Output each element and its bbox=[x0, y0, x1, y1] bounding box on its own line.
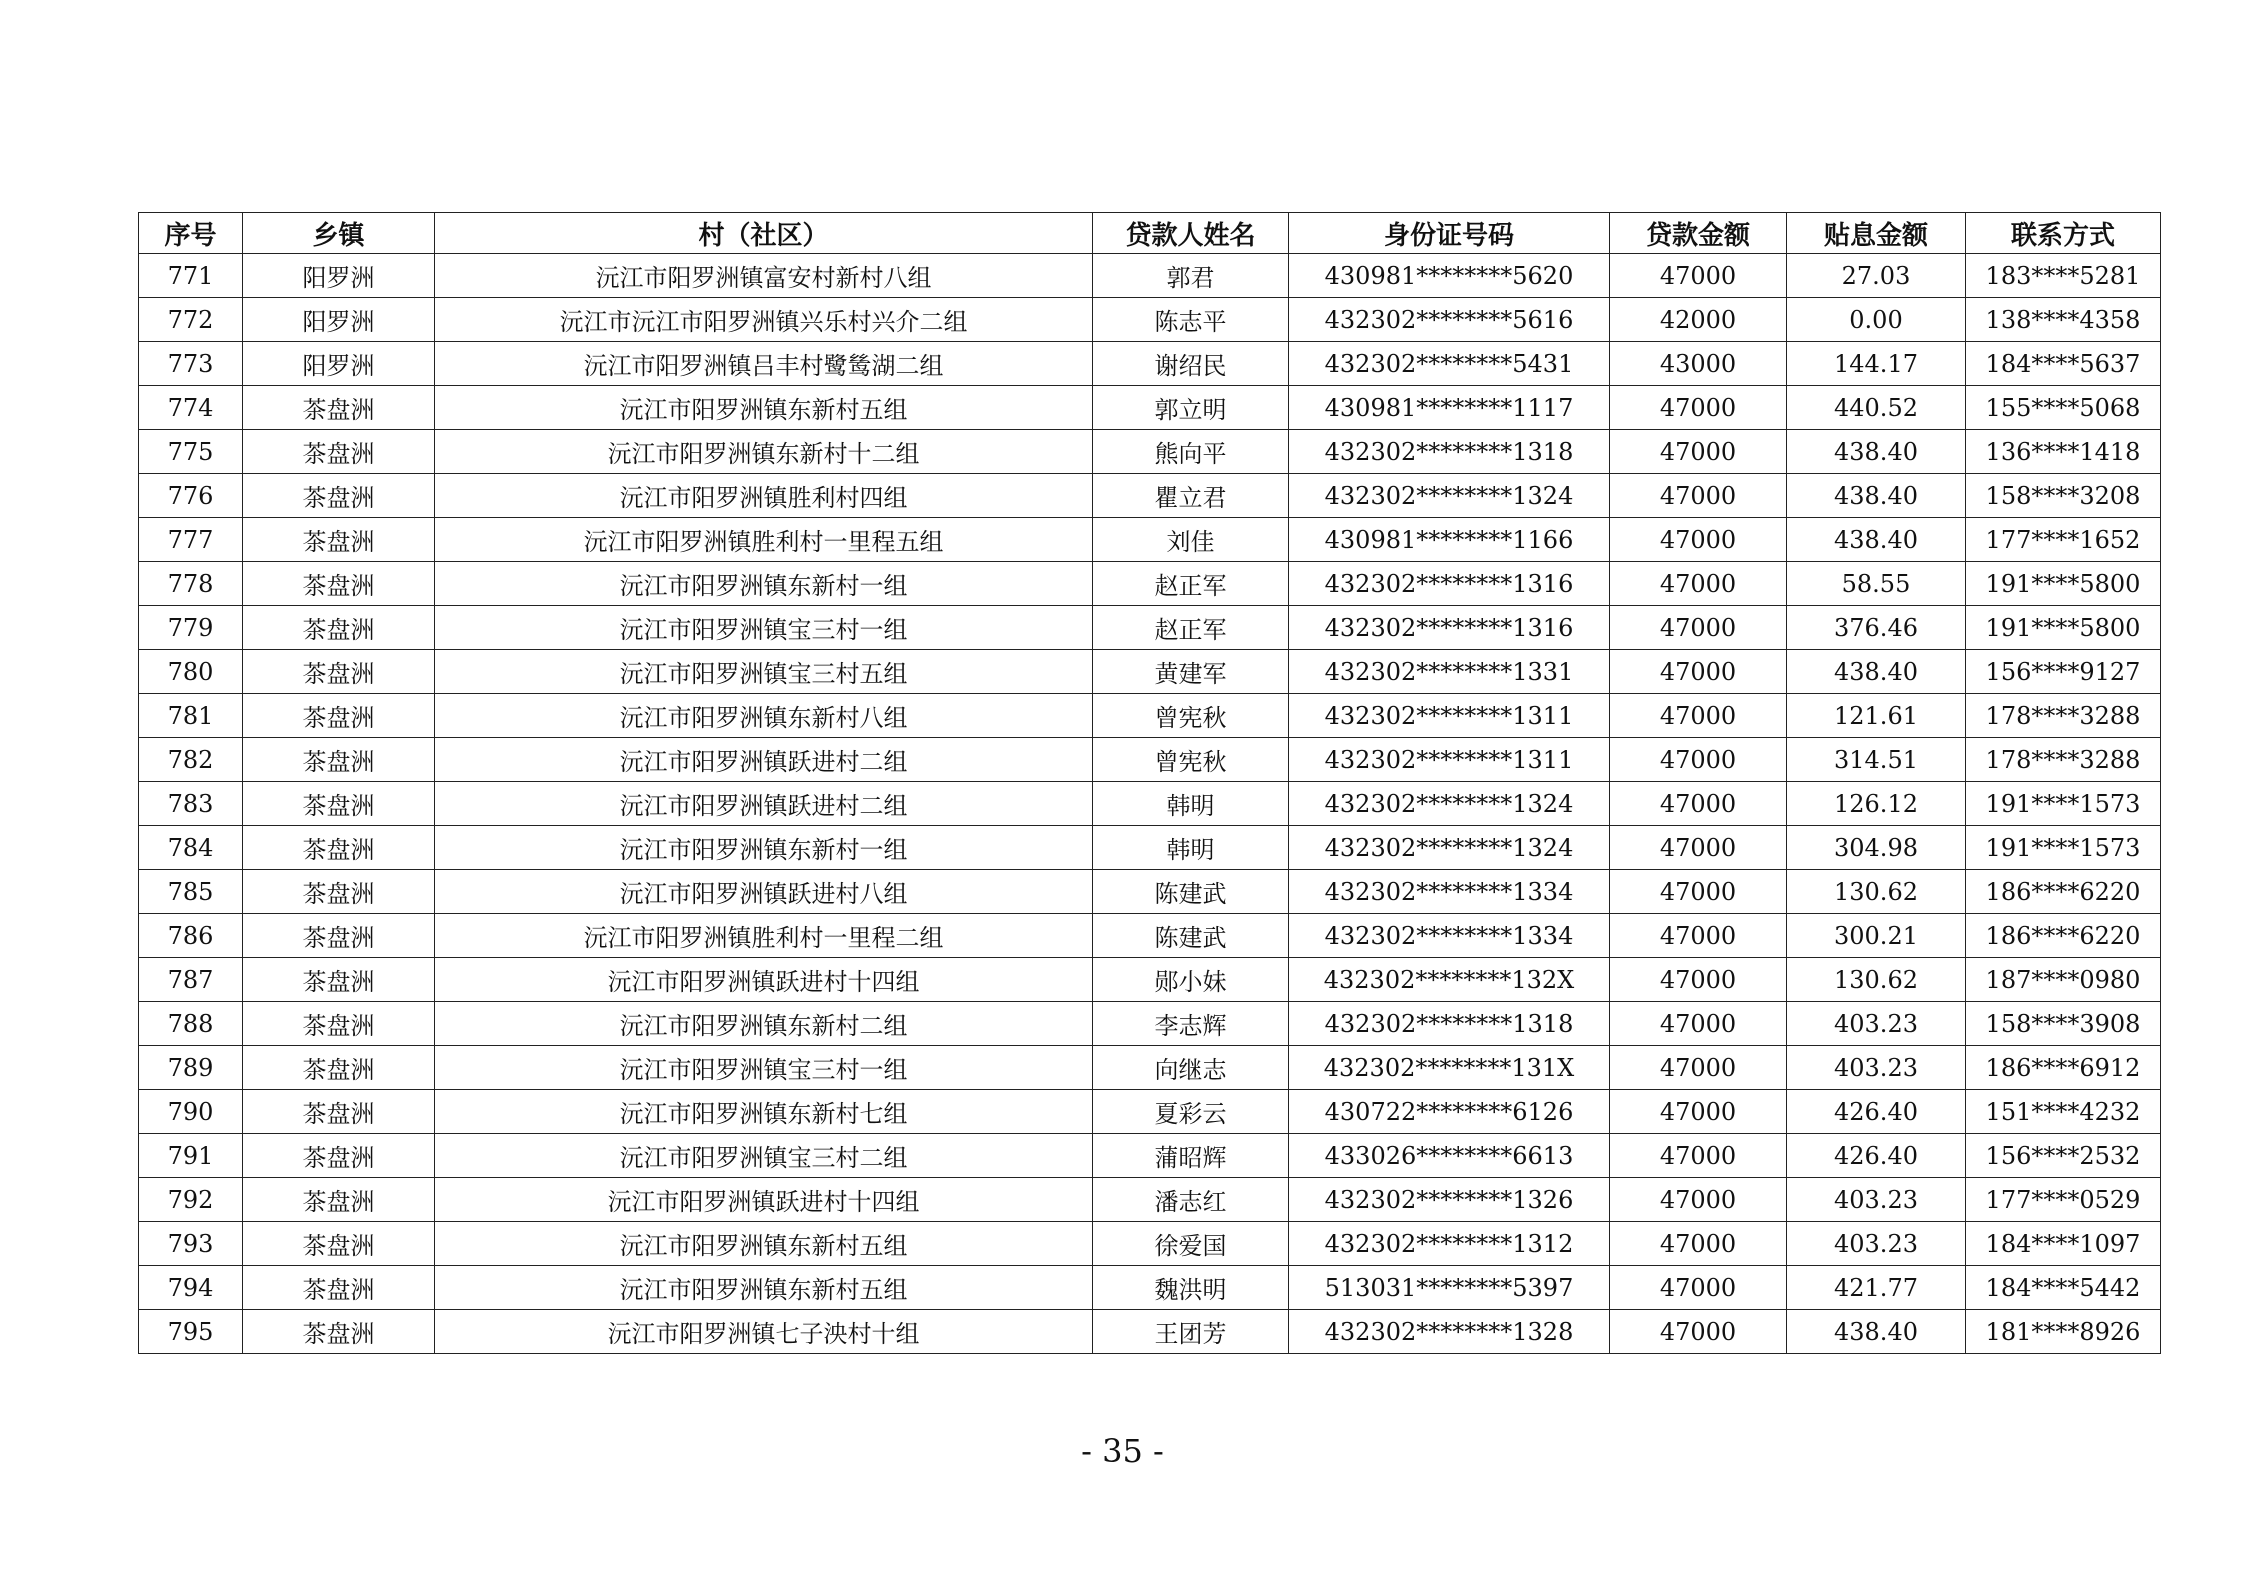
table-row bbox=[139, 1310, 2161, 1354]
cell-index: 774 bbox=[139, 386, 243, 430]
cell-town: 茶盘洲 bbox=[243, 650, 435, 694]
loan-subsidy-table bbox=[138, 212, 2161, 1354]
cell-id-number: 432302********5616 bbox=[1289, 298, 1610, 342]
cell-contact: 184****5637 bbox=[1966, 342, 2161, 386]
cell-borrower-name: 夏彩云 bbox=[1093, 1090, 1289, 1134]
cell-village: 沅江市阳罗洲镇东新村五组 bbox=[435, 1266, 1093, 1310]
header-id-number: 身份证号码 bbox=[1289, 213, 1610, 254]
cell-index: 791 bbox=[139, 1134, 243, 1178]
cell-index: 792 bbox=[139, 1178, 243, 1222]
cell-borrower-name: 向继志 bbox=[1093, 1046, 1289, 1090]
cell-contact: 184****5442 bbox=[1966, 1266, 2161, 1310]
cell-town: 茶盘洲 bbox=[243, 1134, 435, 1178]
cell-town: 茶盘洲 bbox=[243, 386, 435, 430]
table-row bbox=[139, 826, 2161, 870]
cell-index: 778 bbox=[139, 562, 243, 606]
cell-village: 沅江市阳罗洲镇跃进村十四组 bbox=[435, 958, 1093, 1002]
cell-loan-amount: 47000 bbox=[1610, 254, 1787, 298]
cell-subsidy-amount: 403.23 bbox=[1787, 1046, 1966, 1090]
cell-town: 茶盘洲 bbox=[243, 914, 435, 958]
cell-index: 793 bbox=[139, 1222, 243, 1266]
table-row bbox=[139, 1178, 2161, 1222]
cell-index: 771 bbox=[139, 254, 243, 298]
cell-village: 沅江市阳罗洲镇跃进村二组 bbox=[435, 738, 1093, 782]
cell-borrower-name: 瞿立君 bbox=[1093, 474, 1289, 518]
cell-id-number: 432302********1312 bbox=[1289, 1222, 1610, 1266]
cell-id-number: 432302********5431 bbox=[1289, 342, 1610, 386]
cell-village: 沅江市阳罗洲镇东新村五组 bbox=[435, 1222, 1093, 1266]
cell-loan-amount: 47000 bbox=[1610, 1134, 1787, 1178]
cell-subsidy-amount: 376.46 bbox=[1787, 606, 1966, 650]
cell-borrower-name: 李志辉 bbox=[1093, 1002, 1289, 1046]
cell-village: 沅江市阳罗洲镇东新村五组 bbox=[435, 386, 1093, 430]
header-town: 乡镇 bbox=[243, 213, 435, 254]
cell-village: 沅江市阳罗洲镇宝三村二组 bbox=[435, 1134, 1093, 1178]
cell-loan-amount: 47000 bbox=[1610, 914, 1787, 958]
cell-loan-amount: 47000 bbox=[1610, 386, 1787, 430]
cell-index: 772 bbox=[139, 298, 243, 342]
cell-index: 782 bbox=[139, 738, 243, 782]
cell-borrower-name: 郧小妹 bbox=[1093, 958, 1289, 1002]
cell-index: 784 bbox=[139, 826, 243, 870]
cell-contact: 184****1097 bbox=[1966, 1222, 2161, 1266]
cell-town: 茶盘洲 bbox=[243, 738, 435, 782]
cell-index: 775 bbox=[139, 430, 243, 474]
table-row bbox=[139, 782, 2161, 826]
cell-id-number: 432302********1311 bbox=[1289, 694, 1610, 738]
cell-village: 沅江市阳罗洲镇东新村十二组 bbox=[435, 430, 1093, 474]
cell-contact: 158****3908 bbox=[1966, 1002, 2161, 1046]
cell-contact: 186****6220 bbox=[1966, 870, 2161, 914]
cell-loan-amount: 47000 bbox=[1610, 474, 1787, 518]
cell-id-number: 432302********1316 bbox=[1289, 562, 1610, 606]
table-row bbox=[139, 606, 2161, 650]
header-loan-amount: 贷款金额 bbox=[1610, 213, 1787, 254]
cell-subsidy-amount: 130.62 bbox=[1787, 958, 1966, 1002]
table-row bbox=[139, 298, 2161, 342]
cell-index: 794 bbox=[139, 1266, 243, 1310]
cell-borrower-name: 韩明 bbox=[1093, 826, 1289, 870]
cell-id-number: 430981********1166 bbox=[1289, 518, 1610, 562]
cell-contact: 178****3288 bbox=[1966, 694, 2161, 738]
cell-index: 790 bbox=[139, 1090, 243, 1134]
cell-borrower-name: 郭君 bbox=[1093, 254, 1289, 298]
cell-town: 茶盘洲 bbox=[243, 518, 435, 562]
cell-index: 777 bbox=[139, 518, 243, 562]
table-row bbox=[139, 474, 2161, 518]
cell-subsidy-amount: 314.51 bbox=[1787, 738, 1966, 782]
cell-borrower-name: 谢绍民 bbox=[1093, 342, 1289, 386]
cell-village: 沅江市阳罗洲镇东新村一组 bbox=[435, 562, 1093, 606]
cell-id-number: 432302********1316 bbox=[1289, 606, 1610, 650]
table-row bbox=[139, 958, 2161, 1002]
cell-id-number: 432302********1324 bbox=[1289, 782, 1610, 826]
cell-subsidy-amount: 438.40 bbox=[1787, 430, 1966, 474]
cell-borrower-name: 郭立明 bbox=[1093, 386, 1289, 430]
cell-index: 773 bbox=[139, 342, 243, 386]
cell-town: 茶盘洲 bbox=[243, 1090, 435, 1134]
cell-contact: 156****2532 bbox=[1966, 1134, 2161, 1178]
table-row bbox=[139, 914, 2161, 958]
cell-index: 781 bbox=[139, 694, 243, 738]
cell-contact: 138****4358 bbox=[1966, 298, 2161, 342]
cell-contact: 191****1573 bbox=[1966, 782, 2161, 826]
table-row bbox=[139, 650, 2161, 694]
cell-id-number: 432302********1334 bbox=[1289, 914, 1610, 958]
cell-loan-amount: 47000 bbox=[1610, 1046, 1787, 1090]
cell-subsidy-amount: 440.52 bbox=[1787, 386, 1966, 430]
cell-village: 沅江市阳罗洲镇胜利村一里程五组 bbox=[435, 518, 1093, 562]
cell-contact: 151****4232 bbox=[1966, 1090, 2161, 1134]
cell-loan-amount: 47000 bbox=[1610, 430, 1787, 474]
cell-village: 沅江市阳罗洲镇跃进村十四组 bbox=[435, 1178, 1093, 1222]
cell-village: 沅江市阳罗洲镇宝三村一组 bbox=[435, 606, 1093, 650]
cell-id-number: 432302********1326 bbox=[1289, 1178, 1610, 1222]
cell-subsidy-amount: 403.23 bbox=[1787, 1222, 1966, 1266]
cell-subsidy-amount: 144.17 bbox=[1787, 342, 1966, 386]
header-borrower-name: 贷款人姓名 bbox=[1093, 213, 1289, 254]
table-row bbox=[139, 1046, 2161, 1090]
cell-contact: 186****6912 bbox=[1966, 1046, 2161, 1090]
cell-index: 783 bbox=[139, 782, 243, 826]
cell-contact: 186****6220 bbox=[1966, 914, 2161, 958]
cell-borrower-name: 熊向平 bbox=[1093, 430, 1289, 474]
header-index: 序号 bbox=[139, 213, 243, 254]
page-number: - 35 - bbox=[1081, 1432, 1164, 1470]
cell-town: 茶盘洲 bbox=[243, 1310, 435, 1354]
cell-town: 阳罗洲 bbox=[243, 254, 435, 298]
cell-loan-amount: 42000 bbox=[1610, 298, 1787, 342]
cell-subsidy-amount: 421.77 bbox=[1787, 1266, 1966, 1310]
cell-subsidy-amount: 426.40 bbox=[1787, 1090, 1966, 1134]
cell-contact: 177****0529 bbox=[1966, 1178, 2161, 1222]
cell-index: 776 bbox=[139, 474, 243, 518]
cell-borrower-name: 赵正军 bbox=[1093, 562, 1289, 606]
cell-borrower-name: 潘志红 bbox=[1093, 1178, 1289, 1222]
cell-borrower-name: 陈建武 bbox=[1093, 870, 1289, 914]
cell-loan-amount: 47000 bbox=[1610, 606, 1787, 650]
cell-village: 沅江市阳罗洲镇跃进村八组 bbox=[435, 870, 1093, 914]
cell-town: 茶盘洲 bbox=[243, 782, 435, 826]
cell-id-number: 432302********1318 bbox=[1289, 430, 1610, 474]
cell-contact: 191****5800 bbox=[1966, 562, 2161, 606]
cell-loan-amount: 47000 bbox=[1610, 1178, 1787, 1222]
cell-index: 789 bbox=[139, 1046, 243, 1090]
cell-town: 茶盘洲 bbox=[243, 562, 435, 606]
cell-index: 788 bbox=[139, 1002, 243, 1046]
cell-contact: 181****8926 bbox=[1966, 1310, 2161, 1354]
cell-town: 茶盘洲 bbox=[243, 1222, 435, 1266]
cell-village: 沅江市阳罗洲镇宝三村五组 bbox=[435, 650, 1093, 694]
cell-index: 787 bbox=[139, 958, 243, 1002]
cell-borrower-name: 徐爱国 bbox=[1093, 1222, 1289, 1266]
cell-village: 沅江市阳罗洲镇宝三村一组 bbox=[435, 1046, 1093, 1090]
table-row bbox=[139, 254, 2161, 298]
cell-index: 785 bbox=[139, 870, 243, 914]
cell-id-number: 432302********1331 bbox=[1289, 650, 1610, 694]
cell-id-number: 430722********6126 bbox=[1289, 1090, 1610, 1134]
cell-town: 茶盘洲 bbox=[243, 1178, 435, 1222]
cell-town: 茶盘洲 bbox=[243, 430, 435, 474]
cell-loan-amount: 47000 bbox=[1610, 782, 1787, 826]
cell-borrower-name: 韩明 bbox=[1093, 782, 1289, 826]
cell-borrower-name: 刘佳 bbox=[1093, 518, 1289, 562]
cell-village: 沅江市阳罗洲镇七子泱村十组 bbox=[435, 1310, 1093, 1354]
table-row bbox=[139, 1134, 2161, 1178]
header-village: 村（社区） bbox=[435, 213, 1093, 254]
cell-contact: 177****1652 bbox=[1966, 518, 2161, 562]
table-row bbox=[139, 386, 2161, 430]
cell-loan-amount: 47000 bbox=[1610, 518, 1787, 562]
table-row bbox=[139, 518, 2161, 562]
cell-id-number: 432302********1318 bbox=[1289, 1002, 1610, 1046]
cell-contact: 155****5068 bbox=[1966, 386, 2161, 430]
table-row bbox=[139, 1002, 2161, 1046]
cell-borrower-name: 曾宪秋 bbox=[1093, 738, 1289, 782]
cell-index: 786 bbox=[139, 914, 243, 958]
cell-subsidy-amount: 438.40 bbox=[1787, 518, 1966, 562]
cell-subsidy-amount: 403.23 bbox=[1787, 1178, 1966, 1222]
cell-loan-amount: 47000 bbox=[1610, 1222, 1787, 1266]
cell-village: 沅江市阳罗洲镇胜利村四组 bbox=[435, 474, 1093, 518]
cell-village: 沅江市阳罗洲镇东新村二组 bbox=[435, 1002, 1093, 1046]
cell-town: 茶盘洲 bbox=[243, 1266, 435, 1310]
cell-town: 茶盘洲 bbox=[243, 1002, 435, 1046]
cell-village: 沅江市阳罗洲镇东新村八组 bbox=[435, 694, 1093, 738]
cell-village: 沅江市阳罗洲镇吕丰村鹭鸶湖二组 bbox=[435, 342, 1093, 386]
cell-contact: 191****5800 bbox=[1966, 606, 2161, 650]
header-subsidy-amount: 贴息金额 bbox=[1787, 213, 1966, 254]
cell-id-number: 432302********1324 bbox=[1289, 474, 1610, 518]
cell-borrower-name: 王团芳 bbox=[1093, 1310, 1289, 1354]
cell-loan-amount: 47000 bbox=[1610, 870, 1787, 914]
cell-loan-amount: 47000 bbox=[1610, 650, 1787, 694]
cell-subsidy-amount: 27.03 bbox=[1787, 254, 1966, 298]
cell-subsidy-amount: 300.21 bbox=[1787, 914, 1966, 958]
cell-town: 茶盘洲 bbox=[243, 694, 435, 738]
cell-subsidy-amount: 58.55 bbox=[1787, 562, 1966, 606]
cell-loan-amount: 47000 bbox=[1610, 694, 1787, 738]
table-header-row bbox=[139, 213, 2161, 254]
cell-id-number: 432302********1324 bbox=[1289, 826, 1610, 870]
table-row bbox=[139, 430, 2161, 474]
cell-loan-amount: 47000 bbox=[1610, 958, 1787, 1002]
cell-id-number: 433026********6613 bbox=[1289, 1134, 1610, 1178]
table-row bbox=[139, 562, 2161, 606]
table-row bbox=[139, 1090, 2161, 1134]
cell-id-number: 432302********1311 bbox=[1289, 738, 1610, 782]
cell-index: 779 bbox=[139, 606, 243, 650]
cell-id-number: 430981********5620 bbox=[1289, 254, 1610, 298]
cell-borrower-name: 赵正军 bbox=[1093, 606, 1289, 650]
cell-village: 沅江市阳罗洲镇东新村一组 bbox=[435, 826, 1093, 870]
cell-subsidy-amount: 426.40 bbox=[1787, 1134, 1966, 1178]
table-row bbox=[139, 1266, 2161, 1310]
cell-loan-amount: 47000 bbox=[1610, 826, 1787, 870]
cell-loan-amount: 43000 bbox=[1610, 342, 1787, 386]
cell-loan-amount: 47000 bbox=[1610, 738, 1787, 782]
cell-id-number: 432302********132X bbox=[1289, 958, 1610, 1002]
cell-town: 茶盘洲 bbox=[243, 958, 435, 1002]
cell-subsidy-amount: 304.98 bbox=[1787, 826, 1966, 870]
cell-loan-amount: 47000 bbox=[1610, 1090, 1787, 1134]
table-row bbox=[139, 870, 2161, 914]
cell-subsidy-amount: 438.40 bbox=[1787, 1310, 1966, 1354]
cell-town: 阳罗洲 bbox=[243, 298, 435, 342]
cell-town: 茶盘洲 bbox=[243, 1046, 435, 1090]
cell-id-number: 513031********5397 bbox=[1289, 1266, 1610, 1310]
cell-loan-amount: 47000 bbox=[1610, 1266, 1787, 1310]
cell-borrower-name: 陈建武 bbox=[1093, 914, 1289, 958]
cell-contact: 191****1573 bbox=[1966, 826, 2161, 870]
cell-subsidy-amount: 438.40 bbox=[1787, 474, 1966, 518]
cell-village: 沅江市阳罗洲镇胜利村一里程二组 bbox=[435, 914, 1093, 958]
cell-borrower-name: 黄建军 bbox=[1093, 650, 1289, 694]
table-row bbox=[139, 694, 2161, 738]
cell-town: 茶盘洲 bbox=[243, 474, 435, 518]
cell-id-number: 430981********1117 bbox=[1289, 386, 1610, 430]
cell-id-number: 432302********131X bbox=[1289, 1046, 1610, 1090]
cell-town: 茶盘洲 bbox=[243, 870, 435, 914]
cell-subsidy-amount: 121.61 bbox=[1787, 694, 1966, 738]
table-row bbox=[139, 738, 2161, 782]
cell-subsidy-amount: 130.62 bbox=[1787, 870, 1966, 914]
cell-town: 阳罗洲 bbox=[243, 342, 435, 386]
cell-index: 780 bbox=[139, 650, 243, 694]
header-contact: 联系方式 bbox=[1966, 213, 2161, 254]
cell-borrower-name: 蒲昭辉 bbox=[1093, 1134, 1289, 1178]
cell-town: 茶盘洲 bbox=[243, 826, 435, 870]
cell-village: 沅江市沅江市阳罗洲镇兴乐村兴介二组 bbox=[435, 298, 1093, 342]
cell-contact: 156****9127 bbox=[1966, 650, 2161, 694]
cell-contact: 158****3208 bbox=[1966, 474, 2161, 518]
cell-borrower-name: 陈志平 bbox=[1093, 298, 1289, 342]
cell-contact: 136****1418 bbox=[1966, 430, 2161, 474]
cell-town: 茶盘洲 bbox=[243, 606, 435, 650]
table-row bbox=[139, 1222, 2161, 1266]
cell-loan-amount: 47000 bbox=[1610, 1310, 1787, 1354]
cell-village: 沅江市阳罗洲镇东新村七组 bbox=[435, 1090, 1093, 1134]
cell-id-number: 432302********1334 bbox=[1289, 870, 1610, 914]
cell-borrower-name: 魏洪明 bbox=[1093, 1266, 1289, 1310]
cell-borrower-name: 曾宪秋 bbox=[1093, 694, 1289, 738]
cell-subsidy-amount: 438.40 bbox=[1787, 650, 1966, 694]
cell-village: 沅江市阳罗洲镇富安村新村八组 bbox=[435, 254, 1093, 298]
cell-index: 795 bbox=[139, 1310, 243, 1354]
cell-subsidy-amount: 126.12 bbox=[1787, 782, 1966, 826]
table-body bbox=[139, 254, 2161, 1354]
table-row bbox=[139, 342, 2161, 386]
cell-contact: 183****5281 bbox=[1966, 254, 2161, 298]
cell-subsidy-amount: 0.00 bbox=[1787, 298, 1966, 342]
cell-subsidy-amount: 403.23 bbox=[1787, 1002, 1966, 1046]
cell-id-number: 432302********1328 bbox=[1289, 1310, 1610, 1354]
cell-village: 沅江市阳罗洲镇跃进村二组 bbox=[435, 782, 1093, 826]
cell-contact: 178****3288 bbox=[1966, 738, 2161, 782]
cell-loan-amount: 47000 bbox=[1610, 1002, 1787, 1046]
cell-loan-amount: 47000 bbox=[1610, 562, 1787, 606]
cell-contact: 187****0980 bbox=[1966, 958, 2161, 1002]
